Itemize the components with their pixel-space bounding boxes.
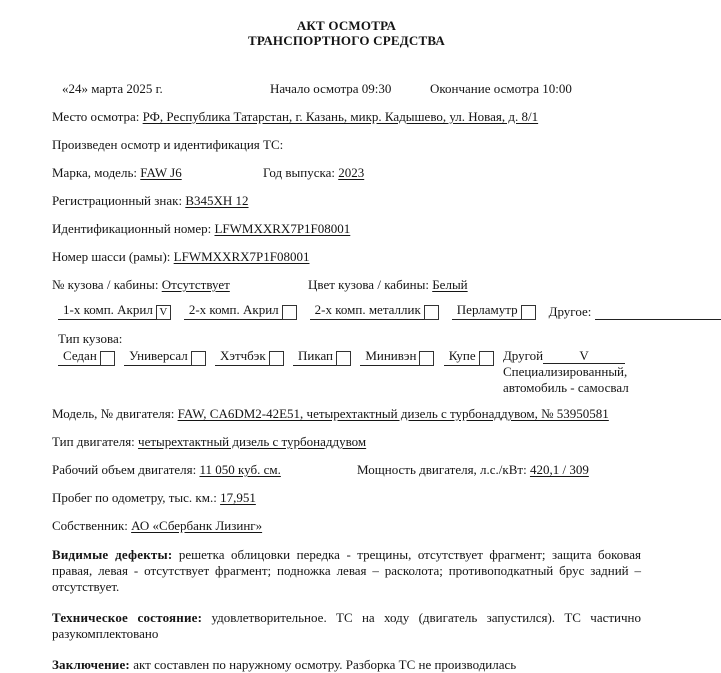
chassis-label: Номер шасси (рамы): [52,249,171,264]
body-other-value-line1: Специализированный, [502,364,628,379]
paint-option-label: 2-х комп. Акрил [184,302,282,320]
title-line-1: АКТ ОСМОТРА [296,18,397,33]
body-number-label: № кузова / кабины: [52,277,159,292]
field-make-year [52,165,641,181]
body-other-value-line2: автомобиль - самосвал [502,380,629,395]
body-checkbox-wagon[interactable] [191,351,206,366]
condition-label: Техническое состояние: [52,610,203,625]
title-line-2: ТРАНСПОРТНОГО СРЕДСТВА [247,33,445,48]
field-place [52,109,641,125]
condition-paragraph [52,610,641,642]
engine-type-value: четырехтактный дизель с турбонаддувом [138,434,367,449]
engine-volume-label: Рабочий объем двигателя: [52,462,197,477]
color-value: Белый [432,277,468,292]
field-bodynum-color [52,277,641,293]
odometer-label: Пробег по одометру, тыс. км.: [52,490,217,505]
conclusion-paragraph [52,657,641,673]
engine-power-field [357,462,589,478]
body-option-label: Универсал [124,348,191,366]
registration-label: Регистрационный знак: [52,193,183,208]
body-option-sedan [58,348,115,366]
registration-value: В345ХН 12 [185,193,249,208]
body-other-label: Другой [502,348,544,363]
paint-checkbox-acrylic-2k[interactable] [282,305,297,320]
engine-power-value: 420,1 / 309 [529,462,589,477]
defects-paragraph [52,547,641,595]
body-other-mark-field[interactable]: V [543,348,625,364]
body-option-wagon [124,348,206,366]
paint-option-label: 2-х комп. металлик [310,302,424,320]
paint-type-row [52,302,641,320]
year-value: 2023 [338,165,365,180]
body-type-label: Тип кузова: [58,331,123,346]
chassis-value: LFWMXXRX7P1F08001 [173,249,310,264]
odometer-value: 17,951 [220,490,256,505]
inspection-start-time: Начало осмотра 09:30 [270,81,392,96]
body-option-label: Купе [444,348,479,366]
body-option-minivan [360,348,434,366]
body-option-label: Хэтчбэк [215,348,269,366]
make-field [52,165,263,181]
color-label: Цвет кузова / кабины: [308,277,429,292]
field-odometer [52,490,641,506]
paint-option-acrylic-1k [58,302,171,320]
body-type-row [52,348,641,396]
paint-checkbox-acrylic-1k[interactable]: V [156,305,171,320]
field-owner [52,518,641,534]
engine-power-label: Мощность двигателя, л.с./кВт: [357,462,527,477]
make-value: FAW J6 [140,165,182,180]
engine-volume-field [52,462,357,478]
paint-checkbox-metallic-2k[interactable] [424,305,439,320]
place-label: Место осмотра: [52,109,140,124]
body-option-label: Пикап [293,348,336,366]
body-option-other [503,348,641,396]
field-engine-model [52,406,641,422]
body-checkbox-pickup[interactable] [336,351,351,366]
performed-statement: Произведен осмотр и идентификация ТС: [52,137,284,152]
body-number-value: Отсутствует [161,277,230,292]
vin-label: Идентификационный номер: [52,221,212,236]
vin-value: LFWMXXRX7P1F08001 [214,221,351,236]
body-other-line [503,348,625,363]
body-checkbox-sedan[interactable] [100,351,115,366]
date-time-row [52,81,641,97]
body-option-coupe [444,348,494,366]
body-option-pickup [293,348,351,366]
paint-option-other [549,304,721,320]
body-checkbox-minivan[interactable] [419,351,434,366]
owner-value: АО «Сбербанк Лизинг» [131,518,263,533]
body-option-label: Минивэн [360,348,419,366]
body-number-field [52,277,308,293]
paint-other-blank-field[interactable] [595,305,721,320]
body-checkbox-coupe[interactable] [479,351,494,366]
paint-option-pearl [452,302,536,320]
make-label: Марка, модель: [52,165,137,180]
document-title [52,18,641,48]
paint-option-label: Перламутр [452,302,521,320]
year-field [263,165,364,181]
defects-text: решетка облицовки передка - трещины, отсутствует фрагмент; защита боковая правая, левая - отсутствует фрагмент; подножка левая – расколота; противоподкатный брус задний – отсутствует. [52,547,641,594]
place-value: РФ, Республика Татарстан, г. Казань, микр. Кадышево, ул. Новая, д. 8/1 [142,109,539,124]
body-checkbox-hatchback[interactable] [269,351,284,366]
engine-model-value: FAW, CA6DM2-42E51, четырехтактный дизель с турбонаддувом, № 53950581 [177,406,609,421]
owner-label: Собственник: [52,518,128,533]
engine-model-label: Модель, № двигателя: [52,406,175,421]
engine-type-label: Тип двигателя: [52,434,135,449]
color-field [308,277,468,293]
field-registration [52,193,641,209]
field-vin [52,221,641,237]
year-label: Год выпуска: [263,165,335,180]
field-volume-power [52,462,641,478]
paint-other-label: Другое: [548,304,592,319]
inspection-date: «24» марта 2025 г. [62,81,163,96]
body-option-hatchback [215,348,284,366]
engine-volume-value: 11 050 куб. см. [199,462,281,477]
paint-option-acrylic-2k [184,302,297,320]
condition-text: удовлетворительное. ТС на ходу (двигатель запустился). ТС частично разукомплектовано [52,610,642,641]
paint-checkbox-pearl[interactable] [521,305,536,320]
field-chassis [52,249,641,265]
field-engine-type [52,434,641,450]
conclusion-text: акт составлен по наружному осмотру. Разборка ТС не производилась [133,657,517,672]
paint-option-metallic-2k [310,302,439,320]
defects-label: Видимые дефекты: [52,547,173,562]
body-option-label: Седан [58,348,100,366]
conclusion-label: Заключение: [52,657,130,672]
paint-option-label: 1-х комп. Акрил [58,302,156,320]
inspection-end-time: Окончание осмотра 10:00 [430,81,572,96]
